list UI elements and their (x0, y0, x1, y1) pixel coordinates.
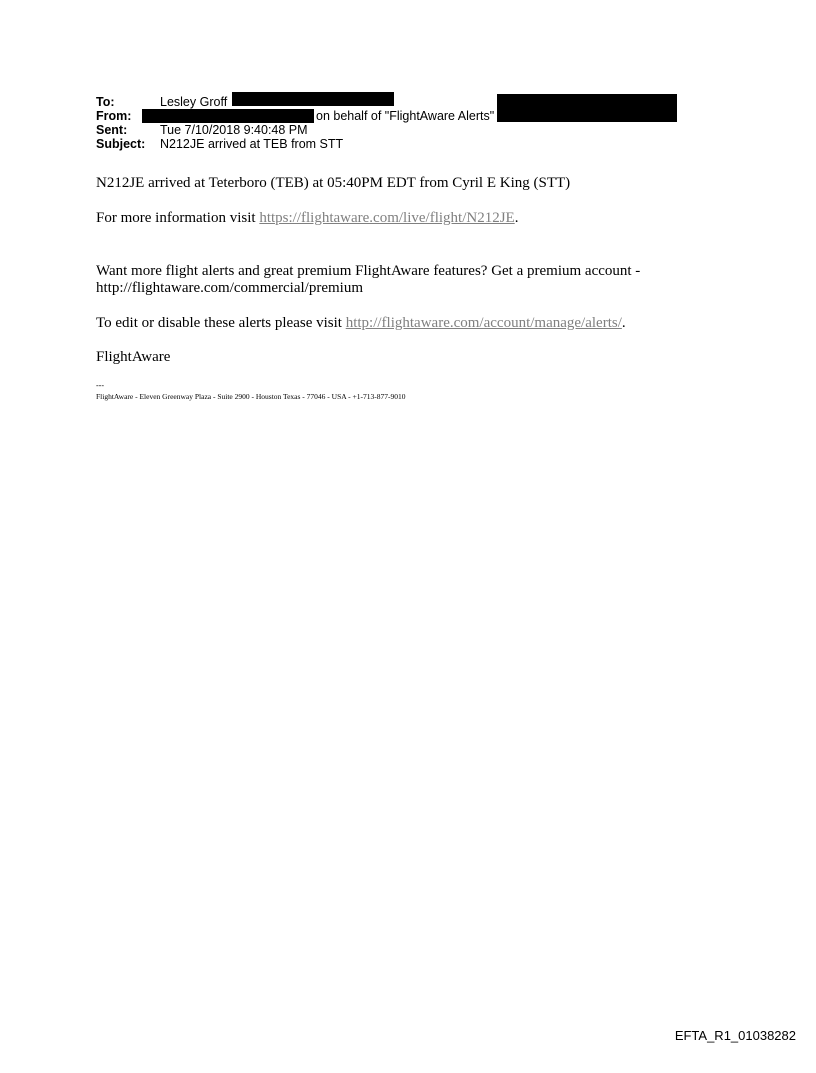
sent-label: Sent: (96, 123, 128, 137)
arrival-line: N212JE arrived at Teterboro (TEB) at 05:40PM EDT from Cyril E King (STT) (96, 175, 571, 191)
edit-alerts-line (96, 315, 696, 332)
to-label: To: (96, 95, 115, 109)
redaction-bar (497, 94, 677, 122)
flight-link[interactable]: https://flightaware.com/live/flight/N212JE (259, 210, 515, 226)
manage-alerts-link[interactable]: http://flightaware.com/account/manage/alerts/ (345, 315, 622, 331)
sent-value: Tue 7/10/2018 9:40:48 PM (160, 123, 308, 137)
more-info-prefix: For more information visit (96, 210, 260, 226)
edit-suffix: . (621, 315, 626, 331)
to-value: Lesley Groff (160, 95, 228, 109)
subject-value: N212JE arrived at TEB from STT (160, 137, 344, 151)
redaction-bar (232, 92, 394, 106)
signature: FlightAware (96, 349, 171, 365)
document-id: EFTA_R1_01038282 (674, 1028, 796, 1043)
subject-label: Subject: (96, 137, 146, 151)
footer-address: FlightAware - Eleven Greenway Plaza - Suite 2900 - Houston Texas - 77046 - USA - +1-713-877-9010 (96, 392, 406, 401)
from-value: on behalf of "FlightAware Alerts" (316, 109, 495, 123)
more-info-suffix: . (514, 210, 519, 226)
from-label: From: (96, 109, 132, 123)
more-info-line (96, 210, 696, 227)
redaction-bar (142, 109, 314, 123)
footer-separator: --- (96, 381, 104, 390)
edit-prefix: To edit or disable these alerts please visit (96, 315, 346, 331)
premium-paragraph (96, 263, 696, 297)
premium-line-1: Want more flight alerts and great premium FlightAware features? Get a premium account - (96, 263, 641, 279)
premium-line-2: http://flightaware.com/commercial/premium (96, 280, 363, 296)
